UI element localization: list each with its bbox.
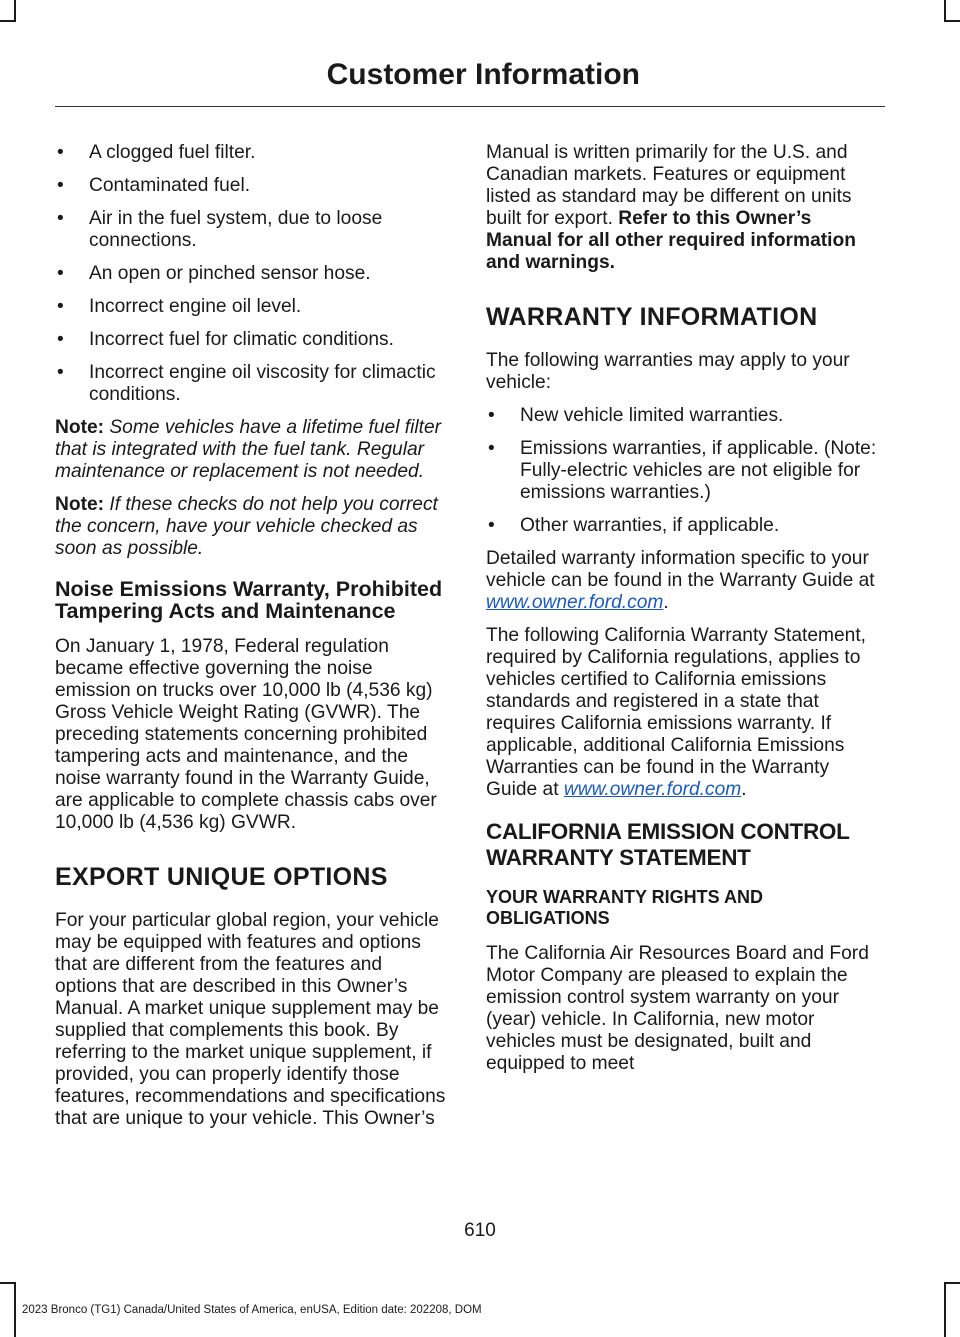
warranty-info-heading: WARRANTY INFORMATION <box>486 303 818 331</box>
note-lifetime-filter: Note: Some vehicles have a lifetime fuel filter that is integrated with the fuel tank. Regular maintenance or replacement is not needed. <box>55 417 442 482</box>
bullet-icon: • <box>57 208 64 229</box>
list-item: • Incorrect engine oil viscosity for climactic conditions. <box>57 362 436 405</box>
list-item: • Other warranties, if applicable. <box>488 515 780 536</box>
bullet-icon: • <box>488 515 495 536</box>
list-item: • A clogged fuel filter. <box>57 142 256 163</box>
list-item: • New vehicle limited warranties. <box>488 405 784 426</box>
bullet-icon: • <box>57 263 64 284</box>
warranty-rights-heading: YOUR WARRANTY RIGHTS AND OBLIGATIONS <box>486 887 764 928</box>
noise-emissions-text: On January 1, 1978, Federal regulation became effective governing the noise emission on trucks over 10,000 lb (4,536 kg) Gross Vehicle Weight Rating (GVWR). The preceding statements concerning prohibited tampering acts and maintenance, and the noise warranty found in the Warranty Guide, are applicable to complete chassis cabs over 10,000 lb (4,536 kg) GVWR. <box>55 636 437 833</box>
bullet-icon: • <box>57 329 64 350</box>
crop-mark <box>944 0 946 22</box>
list-item: • An open or pinched sensor hose. <box>57 263 371 284</box>
crop-mark <box>944 1282 946 1337</box>
page-title: Customer Information <box>326 58 640 91</box>
bullet-icon: • <box>488 405 495 426</box>
bullet-icon: • <box>57 296 64 317</box>
edition-footer: 2023 Bronco (TG1) Canada/United States of America, enUSA, Edition date: 202208, DOM <box>22 1304 482 1316</box>
crop-mark <box>944 1282 960 1284</box>
bullet-icon: • <box>57 362 64 383</box>
noise-emissions-heading: Noise Emissions Warranty, Prohibited Tampering Acts and Maintenance <box>55 577 443 623</box>
export-options-text: For your particular global region, your vehicle may be equipped with features and options that are different from the features and options that are described in this Owner’s Manual. A market unique supplement may be supplied that complements this book. By referring to the market unique supplement, if provided, you can properly identify those features, recommendations and specifications that are unique to your vehicle. This Owner’s <box>55 910 446 1129</box>
left-column <box>55 142 447 1141</box>
warranty-intro: The following warranties may apply to your vehicle: <box>486 350 850 393</box>
warranty-list <box>486 405 878 537</box>
owner-ford-link[interactable]: www.owner.ford.com <box>486 592 664 613</box>
crop-mark <box>0 20 16 22</box>
crop-mark <box>944 20 960 22</box>
bullet-icon: • <box>57 175 64 196</box>
california-warranty-heading: CALIFORNIA EMISSION CONTROL WARRANTY STATEMENT <box>486 819 850 870</box>
page-number: 610 <box>464 1220 496 1241</box>
note-checks: Note: If these checks do not help you correct the concern, have your vehicle checked as soon as possible. <box>55 494 438 559</box>
export-options-heading: EXPORT UNIQUE OPTIONS <box>55 863 388 891</box>
crop-mark <box>14 1282 16 1337</box>
california-statement-text: The following California Warranty Statement, required by California regulations, applies to vehicles certified to California emissions standards and registered in a state that requires California emissions warranty. If applicable, additional California Emissions Warranties can be found in the Warranty Guide at www.owner.ford.com. <box>486 625 867 800</box>
crop-mark <box>0 1282 16 1284</box>
list-item: • Incorrect fuel for climatic conditions. <box>57 329 394 350</box>
warranty-rights-text: The California Air Resources Board and Ford Motor Company are pleased to explain the emission control system warranty on your (year) vehicle. In California, new motor vehicles must be designated, built and equipped to meet <box>486 943 869 1074</box>
list-item: • Air in the fuel system, due to loose connections. <box>57 208 383 251</box>
export-options-continued: Manual is written primarily for the U.S. and Canadian markets. Features or equipment listed as standard may be different on units built for export. Refer to this Owner’s Manual for all other required information and warnings. <box>486 142 856 273</box>
right-column <box>486 142 878 1086</box>
bullet-icon: • <box>488 438 495 459</box>
warranty-detail-text: Detailed warranty information specific to your vehicle can be found in the Warranty Guide at www.owner.ford.com. <box>486 548 875 613</box>
list-item: • Emissions warranties, if applicable. (Note: Fully-electric vehicles are not eligible for emissions warranties.) <box>488 438 877 503</box>
fuel-issue-list <box>55 142 447 406</box>
list-item: • Incorrect engine oil level. <box>57 296 302 317</box>
bullet-icon: • <box>57 142 64 163</box>
owner-ford-link[interactable]: www.owner.ford.com <box>563 779 742 800</box>
list-item: • Contaminated fuel. <box>57 175 251 196</box>
header-rule <box>55 106 885 107</box>
crop-mark <box>14 0 16 22</box>
